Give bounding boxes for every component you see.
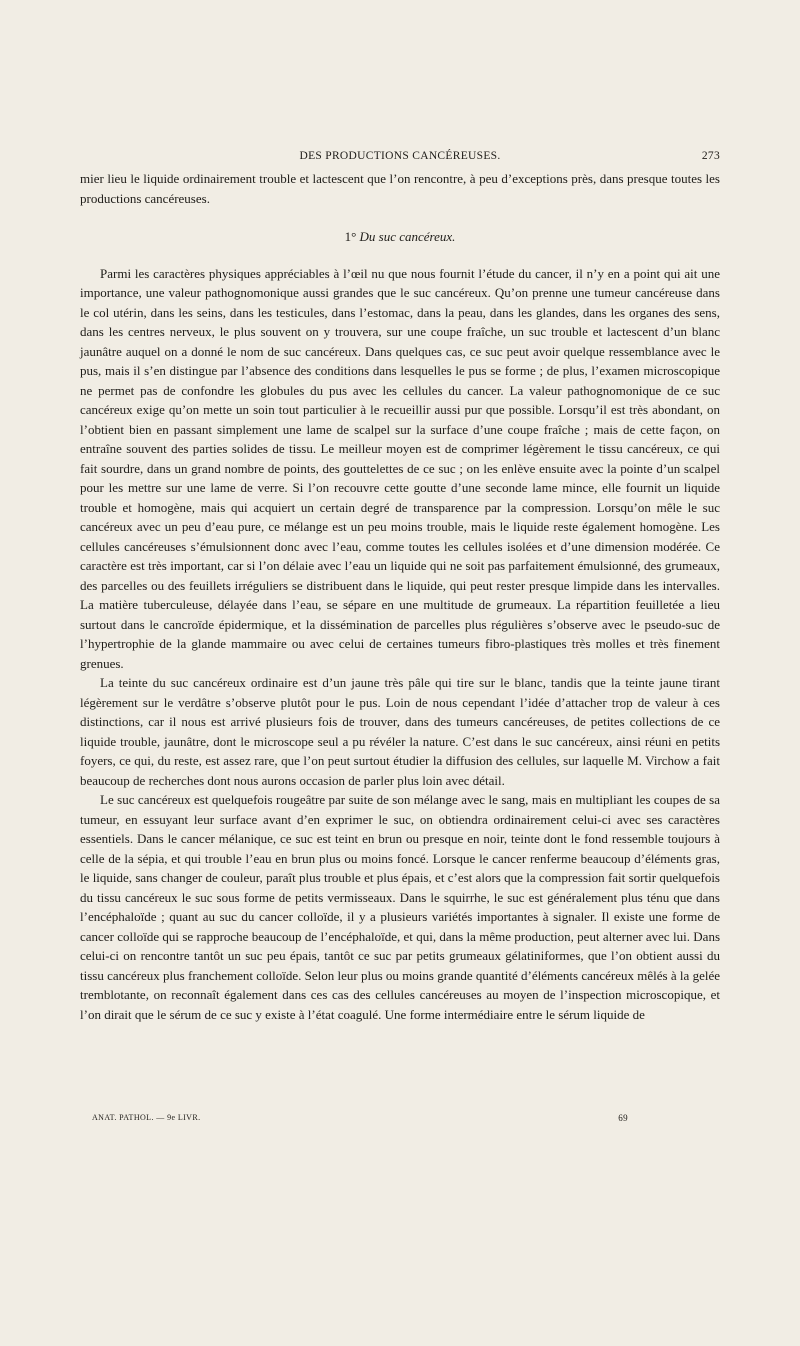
paragraph: La teinte du suc cancéreux ordinaire est d’un jaune très pâle qui tire sur le blanc, tandis que la teinte jaune tirant légèrement sur le verdâtre s’observe plutôt pour le pus. Loin de nous cependant l’idée d’attacher trop de valeur à ces distinctions, car il nous est arrivé plusieurs fois de trouver, dans des tumeurs cancéreuses, de petites collections de ce liquide trouble, jaunâtre, dont le microscope seul a pu révéler la nature. C’est dans le suc cancéreux, ainsi réuni en petits foyers, ce qui, du reste, est assez rare, que l’on peut surtout étudier la diffusion des cellules, sur laquelle M. Virchow a fait beaucoup de recherches dont nous aurons occasion de parler plus loin avec détail.: [80, 675, 720, 788]
paragraph-continued: mier lieu le liquide ordinairement trouble et lactescent que l’on rencontre, à peu d’exceptions près, dans presque toutes les productions cancéreuses.: [80, 171, 720, 206]
page-header: [80, 150, 720, 166]
section-number: 1°: [344, 229, 357, 244]
page-footer: [92, 1113, 628, 1127]
sheet-number: 69: [618, 1113, 628, 1123]
section-heading: [80, 227, 720, 247]
page-number: 273: [701, 150, 720, 162]
running-title: DES PRODUCTIONS CANCÉREUSES.: [299, 150, 501, 162]
section-title: Du suc cancéreux.: [359, 229, 456, 244]
printer-signature: ANAT. PATHOL. — 9e LIVR.: [92, 1113, 201, 1122]
paragraph: Parmi les caractères physiques appréciables à l’œil nu que nous fournit l’étude du cancer, il n’y en a point qui ait une importance, une valeur pathognomonique aussi grandes que le suc cancéreux. Qu’on prenne une tumeur cancéreuse dans le col utérin, dans les seins, dans les testicules, dans l’estomac, dans la peau, dans les glandes, dans les organes des sens, dans les centres nerveux, le plus souvent on y trouvera, sur une coupe fraîche, un suc trouble et lactescent d’un blanc jaunâtre auquel on a donné le nom de suc cancéreux. Dans quelques cas, ce suc peut avoir quelque ressemblance avec le pus, mais il s’en distingue par l’absence des conditions dans lesquelles le pus se forme ; de plus, l’examen microscopique ne permet pas de confondre les globules du pus avec les cellules du cancer. La valeur pathognomonique de ce suc cancéreux exige qu’on mette un soin tout particulier à le recueillir aussi pur que possible. Lorsqu’il est très abondant, on l’obtient bien en passant simplement une lame de scalpel sur la surface d’une coupe fraîche ; mais de cette façon, on entraîne souvent des parties solides de tissu. Le meilleur moyen est de comprimer légèrement le tissu cancéreux, ce qui fait sourdre, dans un grand nombre de points, des gouttelettes de ce suc ; on les enlève ensuite avec la pointe d’un scalpel pour les mettre sur une lame de verre. Si l’on recouvre cette goutte d’une seconde lame mince, elle fournit un liquide trouble et homogène, mais qui acquiert un certain degré de transparence par la compression. Lorsqu’on mêle le suc cancéreux avec un peu d’eau pure, ce mélange est un peu moins trouble, mais le liquide reste également homogène. Les cellules cancéreuses s’émulsionnent donc avec l’eau, comme toutes les cellules isolées et d’une dimension modérée. Ce caractère est très important, car si l’on délaie avec l’eau un liquide qui ne soit pas parfaitement émulsionné, des grumeaux, des parcelles ou des feuillets irréguliers se distribuent dans le liquide, qui peut rester presque limpide dans les intervalles. La matière tuberculeuse, délayée dans l’eau, se sépare en une multitude de grumeaux. La répartition feuilletée a lieu surtout dans le cancroïde épidermique, et la dissémination de parcelles plus régulières s’observe avec le pseudo-suc de l’hypertrophie de la glande mammaire ou avec celui de certaines tumeurs fibro-plastiques très molles et très finement grenues.: [80, 265, 720, 671]
page-body: [80, 169, 720, 1024]
paragraph: Le suc cancéreux est quelquefois rougeâtre par suite de son mélange avec le sang, mais en multipliant les coupes de sa tumeur, en essuyant leur surface avant d’en exprimer le suc, on obtiendra ordinairement celui-ci avec ses caractères essentiels. Dans le cancer mélanique, ce suc est teint en brun ou presque en noir, teinte dont le fond ressemble toujours à celle de la sépia, et qui trouble l’eau en brun plus ou moins foncé. Lorsque le cancer renferme beaucoup d’éléments gras, le liquide, sans changer de couleur, paraît plus trouble et plus épais, et c’est alors que la compression fait sortir quelquefois du tissu cancéreux le suc sous forme de petits vermisseaux. Dans le squirrhe, le suc est généralement plus ténu que dans l’encéphaloïde ; quant au suc du cancer colloïde, il y a plusieurs variétés importantes à signaler. Il existe une forme de cancer colloïde qui se rapproche beaucoup de l’encéphaloïde, et qui, dans la même production, peut alterner avec lui. Dans celui-ci on rencontre tantôt un suc peu épais, tantôt ce suc par petits grumeaux gélatiniformes, que l’on obtient aussi du tissu cancéreux plus franchement colloïde. Selon leur plus ou moins grande quantité d’éléments cancéreux mêlés à la gelée tremblotante, on reconnaît également dans ces cas des cellules cancéreuses au moyen de l’inspection microscopique, et l’on dirait que le sérum de ce suc y existe à l’état coagulé. Une forme intermédiaire entre le sérum liquide de: [80, 792, 720, 1022]
